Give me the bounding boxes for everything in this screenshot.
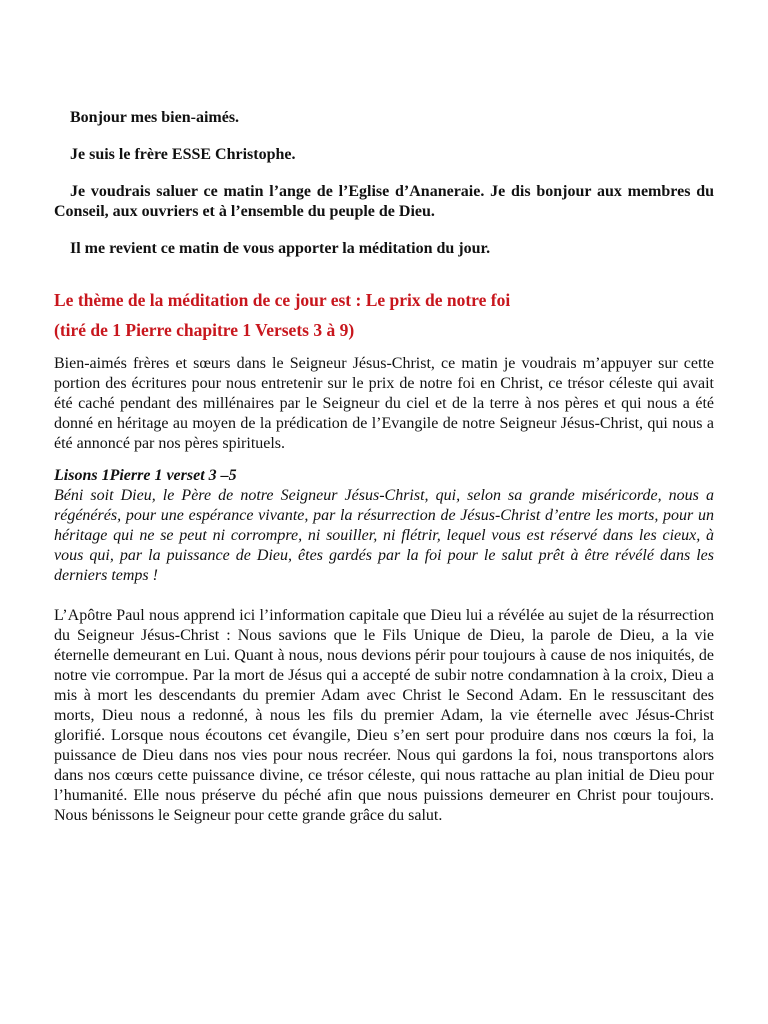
greeting-line: Bonjour mes bien-aimés. (70, 109, 240, 126)
scripture-passage: Béni soit Dieu, le Père de notre Seigneur Jésus-Christ, qui, selon sa grande miséricorde, nous a régénérés, pour une espérance vivante, par la résurrection de Jésus-Christ d’entre les morts, pour un héritage qui ne se peut ni corrompre, ni souiller, ni flétrir, lequel vous est réservé dans les cieux, à vous qui, par la puissance de Dieu, êtes gardés par la foi pour le salut prêt à être révélé dans les derniers temps ! (54, 487, 714, 584)
author-introduction: Je suis le frère ESSE Christophe. (70, 146, 296, 163)
meditation-body-paragraph: L’Apôtre Paul nous apprend ici l’information capitale que Dieu lui a révélée au sujet de la résurrection du Seigneur Jésus-Christ : Nous savions que le Fils Unique de Dieu, la parole de Dieu, a la vie éternelle demeurant en Lui. Quant à nous, nous devions périr pour toujours à cause de nos iniquités, de notre vie corrompue. Par la mort de Jésus qui a accepté de subir notre condamnation à la croix, Dieu a mis à mort les descendants du premier Adam avec Christ le Second Adam. En le ressuscitant des morts, Dieu nous a redonné, à nous les fils du premier Adam, la vie éternelle avec Jésus-Christ glorifié. Lorsque nous écoutons cet évangile, Dieu s’en sert pour produire dans nos cœurs la foi, la puissance de Dieu dans nos vies pour nous recréer. Nous qui gardons la foi, nous transportons alors dans nos cœurs cette puissance divine, ce trésor céleste, qui nous rattache au plan initial de Dieu pour l’humanité. Elle nous préserve du péché afin que nous puissions demeurer en Christ pour toujours. Nous bénissons le Seigneur pour cette grande grâce du salut. (54, 607, 714, 824)
theme-heading (54, 289, 714, 342)
purpose-line: Il me revient ce matin de vous apporter la méditation du jour. (70, 240, 491, 257)
theme-title: Le thème de la méditation de ce jour est : Le prix de notre foi (54, 290, 511, 310)
greeting-section (54, 108, 714, 259)
intro-paragraph: Bien-aimés frères et sœurs dans le Seigneur Jésus-Christ, ce matin je voudrais m’appuyer sur cette portion des écritures pour nous entretenir sur le prix de notre foi en Christ, ce trésor céleste qui avait été caché pendant des millénaires par le Seigneur du ciel et de la terre à nos pères et qui nous a été donné en héritage au moyen de la prédication de l’Evangile de notre Seigneur Jésus-Christ, qui nous a été annoncé par nos pères spirituels. (54, 355, 714, 452)
theme-reference: (tiré de 1 Pierre chapitre 1 Versets 3 à 9) (54, 320, 355, 340)
salutation-paragraph: Je voudrais saluer ce matin l’ange de l’Eglise d’Ananeraie. Je dis bonjour aux membres du Conseil, aux ouvriers et à l’ensemble du peuple de Dieu. (54, 183, 714, 220)
reading-title: Lisons 1Pierre 1 verset 3 –5 (54, 467, 237, 484)
